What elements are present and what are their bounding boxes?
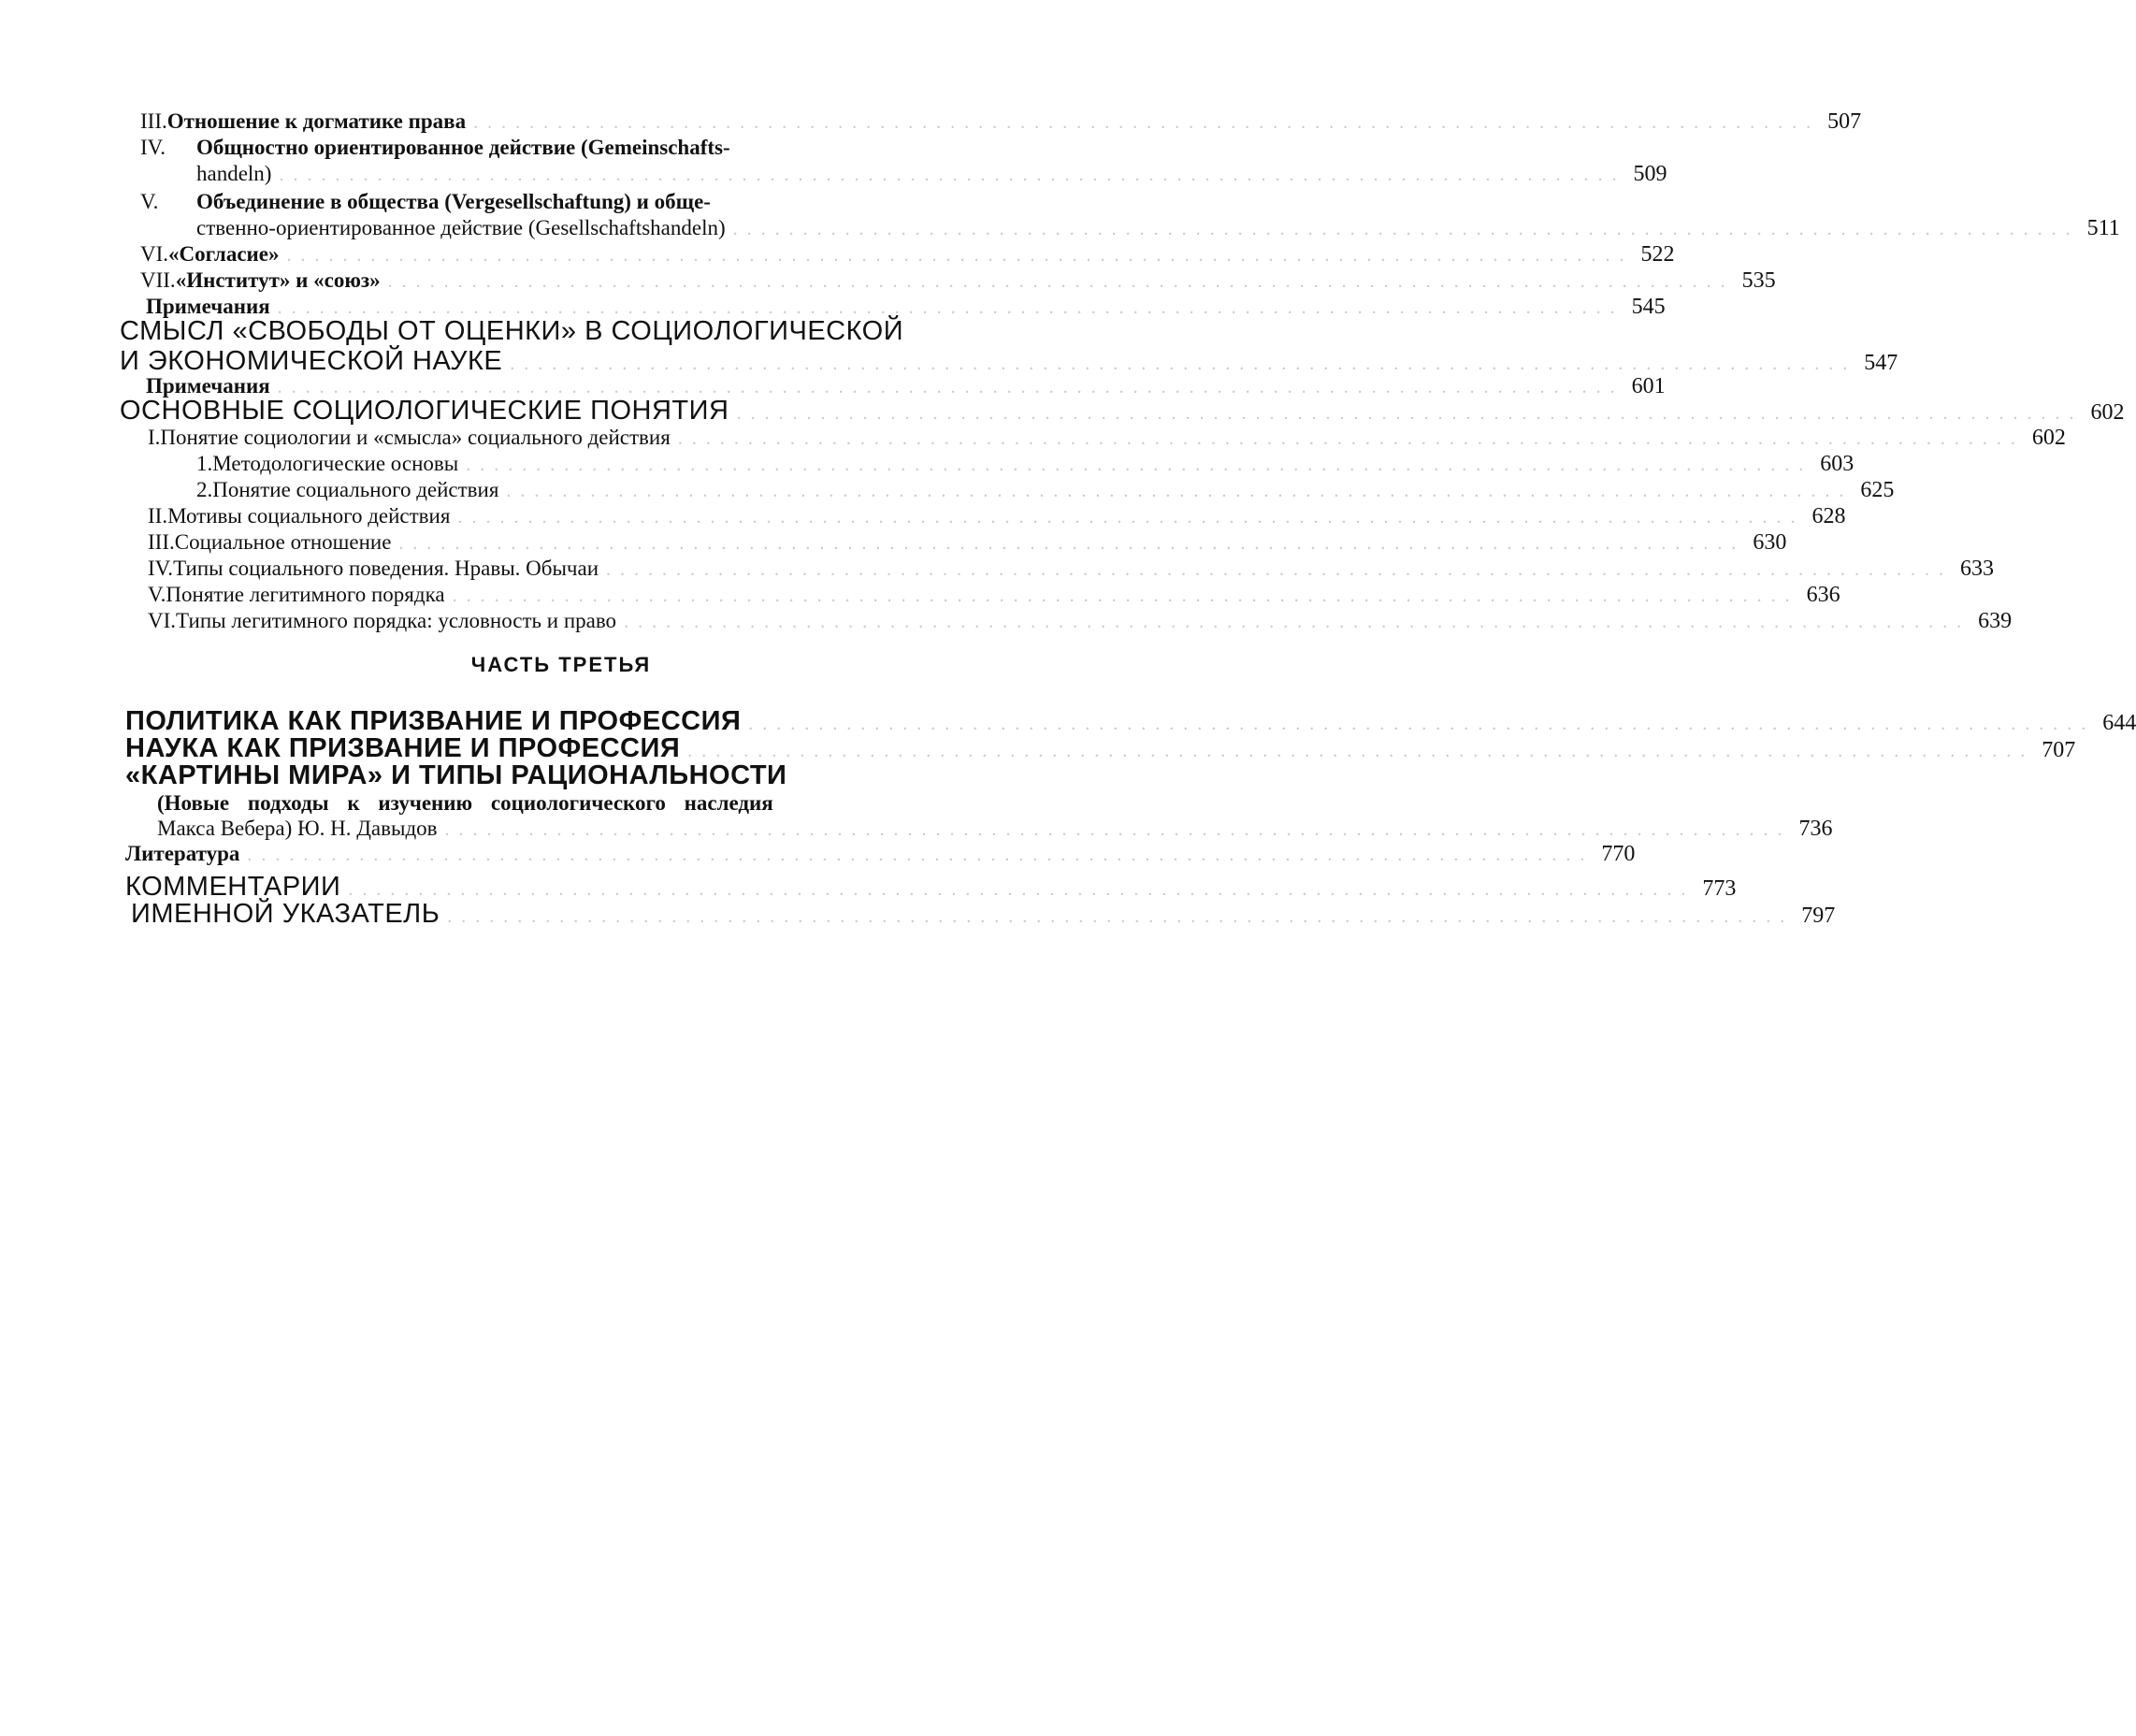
toc-entry-page: 773 (1702, 876, 1737, 901)
toc-entry-number: V. (148, 583, 166, 606)
toc-entry-page: 603 (1820, 452, 1855, 476)
toc-entry[interactable] (148, 530, 1787, 556)
toc-entry-continuation (196, 162, 1667, 187)
toc-entry-page: 601 (1631, 374, 1666, 398)
toc-entry-title: «КАРТИНЫ МИРА» И ТИПЫ РАЦИОНАЛЬНОСТИ (125, 760, 787, 790)
toc-entry[interactable] (148, 426, 2066, 451)
toc-entry-page: 602 (2090, 400, 2125, 425)
toc-entry-title: Социальное отношение (174, 530, 392, 554)
toc-entry-page: 625 (1860, 478, 1895, 502)
toc-entry-page: 636 (1806, 583, 1840, 607)
toc-entry[interactable] (140, 109, 1862, 135)
toc-entry-number: V. (140, 190, 159, 213)
toc-entry-page: 628 (1811, 504, 1846, 528)
toc-entry-page: 535 (1741, 268, 1776, 293)
toc-entry-title: «Согласие» (168, 242, 280, 266)
toc-entry-title: Мотивы социального действия (167, 504, 451, 528)
toc-entry-title: «Институт» и «союз» (175, 268, 381, 292)
toc-entry-title: Примечания (146, 374, 270, 398)
toc-entry-number: III. (148, 530, 175, 554)
toc-entry-title: Типы легитимного порядка: условность и право (176, 609, 617, 632)
toc-entry-title-continuation: Макса Вебера) Ю. Н. Давыдов (157, 817, 438, 840)
dot-leader: ................................................................................................ (457, 507, 1805, 528)
dot-leader: ................................................................................................ (748, 714, 2096, 734)
toc-entry-title: Типы социального поведения. Нравы. Обычаи (173, 557, 599, 580)
toc-entry[interactable] (140, 268, 1776, 294)
dot-leader: ................................................................................................ (348, 879, 1696, 900)
toc-entry-number: III. (140, 109, 167, 133)
toc-entry-page: 602 (2031, 426, 2066, 450)
dot-leader: ................................................................................................ (387, 271, 1735, 292)
toc-entry-title: Понятие социологии и «смысла» социального действия (160, 426, 671, 449)
toc-entry[interactable] (196, 478, 1895, 503)
toc-entry-page: 797 (1801, 904, 1836, 928)
toc-entry-page: 547 (1864, 351, 1898, 375)
toc-entry[interactable] (120, 396, 2125, 427)
dot-leader: ................................................................................................ (624, 612, 1971, 632)
dot-leader: ................................................................................................ (677, 428, 2025, 449)
toc-entry-continuation (120, 346, 1898, 377)
toc-entry-page: 644 (2102, 711, 2136, 735)
dot-leader: ................................................................................................ (447, 906, 1795, 927)
toc-entry-continuation (196, 216, 2120, 241)
toc-entry[interactable] (196, 452, 1855, 477)
dot-leader: ................................................................................................ (510, 354, 1857, 374)
toc-entry-title: ИМЕННОЙ УКАЗАТЕЛЬ (131, 899, 440, 929)
toc-entry-page: 633 (1960, 557, 1995, 581)
toc-entry[interactable] (125, 760, 986, 791)
dot-leader: ................................................................................................ (473, 112, 1821, 133)
dot-leader: ................................................................................................ (277, 377, 1624, 398)
toc-entry-number: VI. (148, 609, 177, 632)
toc-entry-title: НАУКА КАК ПРИЗВАНИЕ И ПРОФЕССИЯ (125, 733, 681, 763)
dot-leader: ................................................................................................ (452, 586, 1799, 606)
toc-entry-page: 545 (1631, 295, 1666, 319)
toc-entry-number: VI. (140, 242, 169, 266)
toc-entry-title: Методологические основы (212, 452, 459, 475)
toc-entry-title: Объединение в общества (Vergesellschaftung) и обще- (196, 190, 711, 213)
dot-leader: ................................................................................................ (606, 559, 1954, 580)
toc-entry-page: 509 (1633, 162, 1667, 186)
toc-entry-number: 1. (196, 452, 213, 475)
toc-entry-title: КОММЕНТАРИИ (125, 872, 341, 902)
toc-entry-continuation (157, 791, 986, 816)
toc-entry[interactable] (140, 136, 986, 160)
toc-entry-number: II. (148, 504, 168, 528)
toc-entry-title: Примечания (146, 295, 270, 318)
dot-leader: ................................................................................................ (398, 533, 1746, 554)
toc-entry-page: 511 (2086, 216, 2120, 240)
dot-leader: ................................................................................................ (277, 297, 1624, 318)
toc-entry-title-continuation: И ЭКОНОМИЧЕСКОЙ НАУКЕ (120, 346, 503, 376)
toc-entry-title-continuation: ственно-ориентированное действие (Gesellschaftshandeln) (196, 216, 726, 239)
toc-entry-title-continuation: (Новые подходы к изучению социологического наследия (157, 791, 773, 815)
toc-entry-page: 507 (1827, 109, 1862, 134)
toc-entry-page: 770 (1601, 842, 1636, 866)
toc-entry-page: 639 (1978, 609, 2013, 633)
toc-entry[interactable] (120, 316, 986, 347)
toc-entry[interactable] (131, 899, 1836, 930)
toc-entry-title: Отношение к догматике права (166, 109, 467, 133)
toc-entry-title: ПОЛИТИКА КАК ПРИЗВАНИЕ И ПРОФЕССИЯ (125, 706, 742, 736)
dot-leader: ................................................................................................ (286, 245, 1634, 266)
toc-entry[interactable] (148, 557, 1995, 582)
toc-entry-title: ОСНОВНЫЕ СОЦИОЛОГИЧЕСКИЕ ПОНЯТИЯ (120, 396, 729, 426)
toc-entry[interactable] (140, 190, 986, 214)
toc-entry-number: I. (148, 426, 161, 449)
toc-entry[interactable] (140, 242, 1675, 268)
dot-leader: ................................................................................................ (736, 403, 2084, 424)
toc-entry-page: 522 (1640, 242, 1675, 267)
toc-entry[interactable] (125, 842, 1636, 867)
toc-entry-title: Понятие легитимного порядка (166, 583, 445, 606)
toc-entry-number: VII. (140, 268, 176, 292)
part-heading: ЧАСТЬ ТРЕТЬЯ (470, 653, 652, 676)
toc-entry-title: Общностно ориентированное действие (Gemeinschafts- (196, 136, 730, 159)
toc-entry-title: СМЫСЛ «СВОБОДЫ ОТ ОЦЕНКИ» В СОЦИОЛОГИЧЕСКОЙ (120, 316, 904, 346)
dot-leader: ................................................................................................ (732, 219, 2080, 239)
toc-entry-title: Понятие социального действия (212, 478, 499, 501)
toc-entry[interactable] (148, 504, 1846, 529)
toc-entry-number: 2. (196, 478, 213, 501)
toc-entry-continuation (157, 817, 1833, 842)
toc-entry[interactable] (148, 583, 1840, 608)
toc-entry-page: 630 (1753, 530, 1787, 555)
dot-leader: ................................................................................................ (444, 819, 1792, 840)
toc-entry[interactable] (148, 609, 2013, 634)
dot-leader: ................................................................................................ (279, 165, 1626, 185)
dot-leader: ................................................................................................ (247, 845, 1595, 865)
dot-leader: ................................................................................................ (687, 741, 2035, 761)
dot-leader: ................................................................................................ (466, 455, 1813, 475)
toc-entry-number: IV. (148, 557, 174, 580)
toc-entry-number: IV. (140, 136, 166, 159)
toc-entry-page: 736 (1798, 817, 1833, 841)
dot-leader: ................................................................................................ (506, 481, 1854, 501)
toc-entry-page: 707 (2042, 738, 2076, 762)
toc-entry-title-continuation: handeln) (196, 162, 272, 185)
toc-entry-title: Литература (125, 842, 240, 865)
